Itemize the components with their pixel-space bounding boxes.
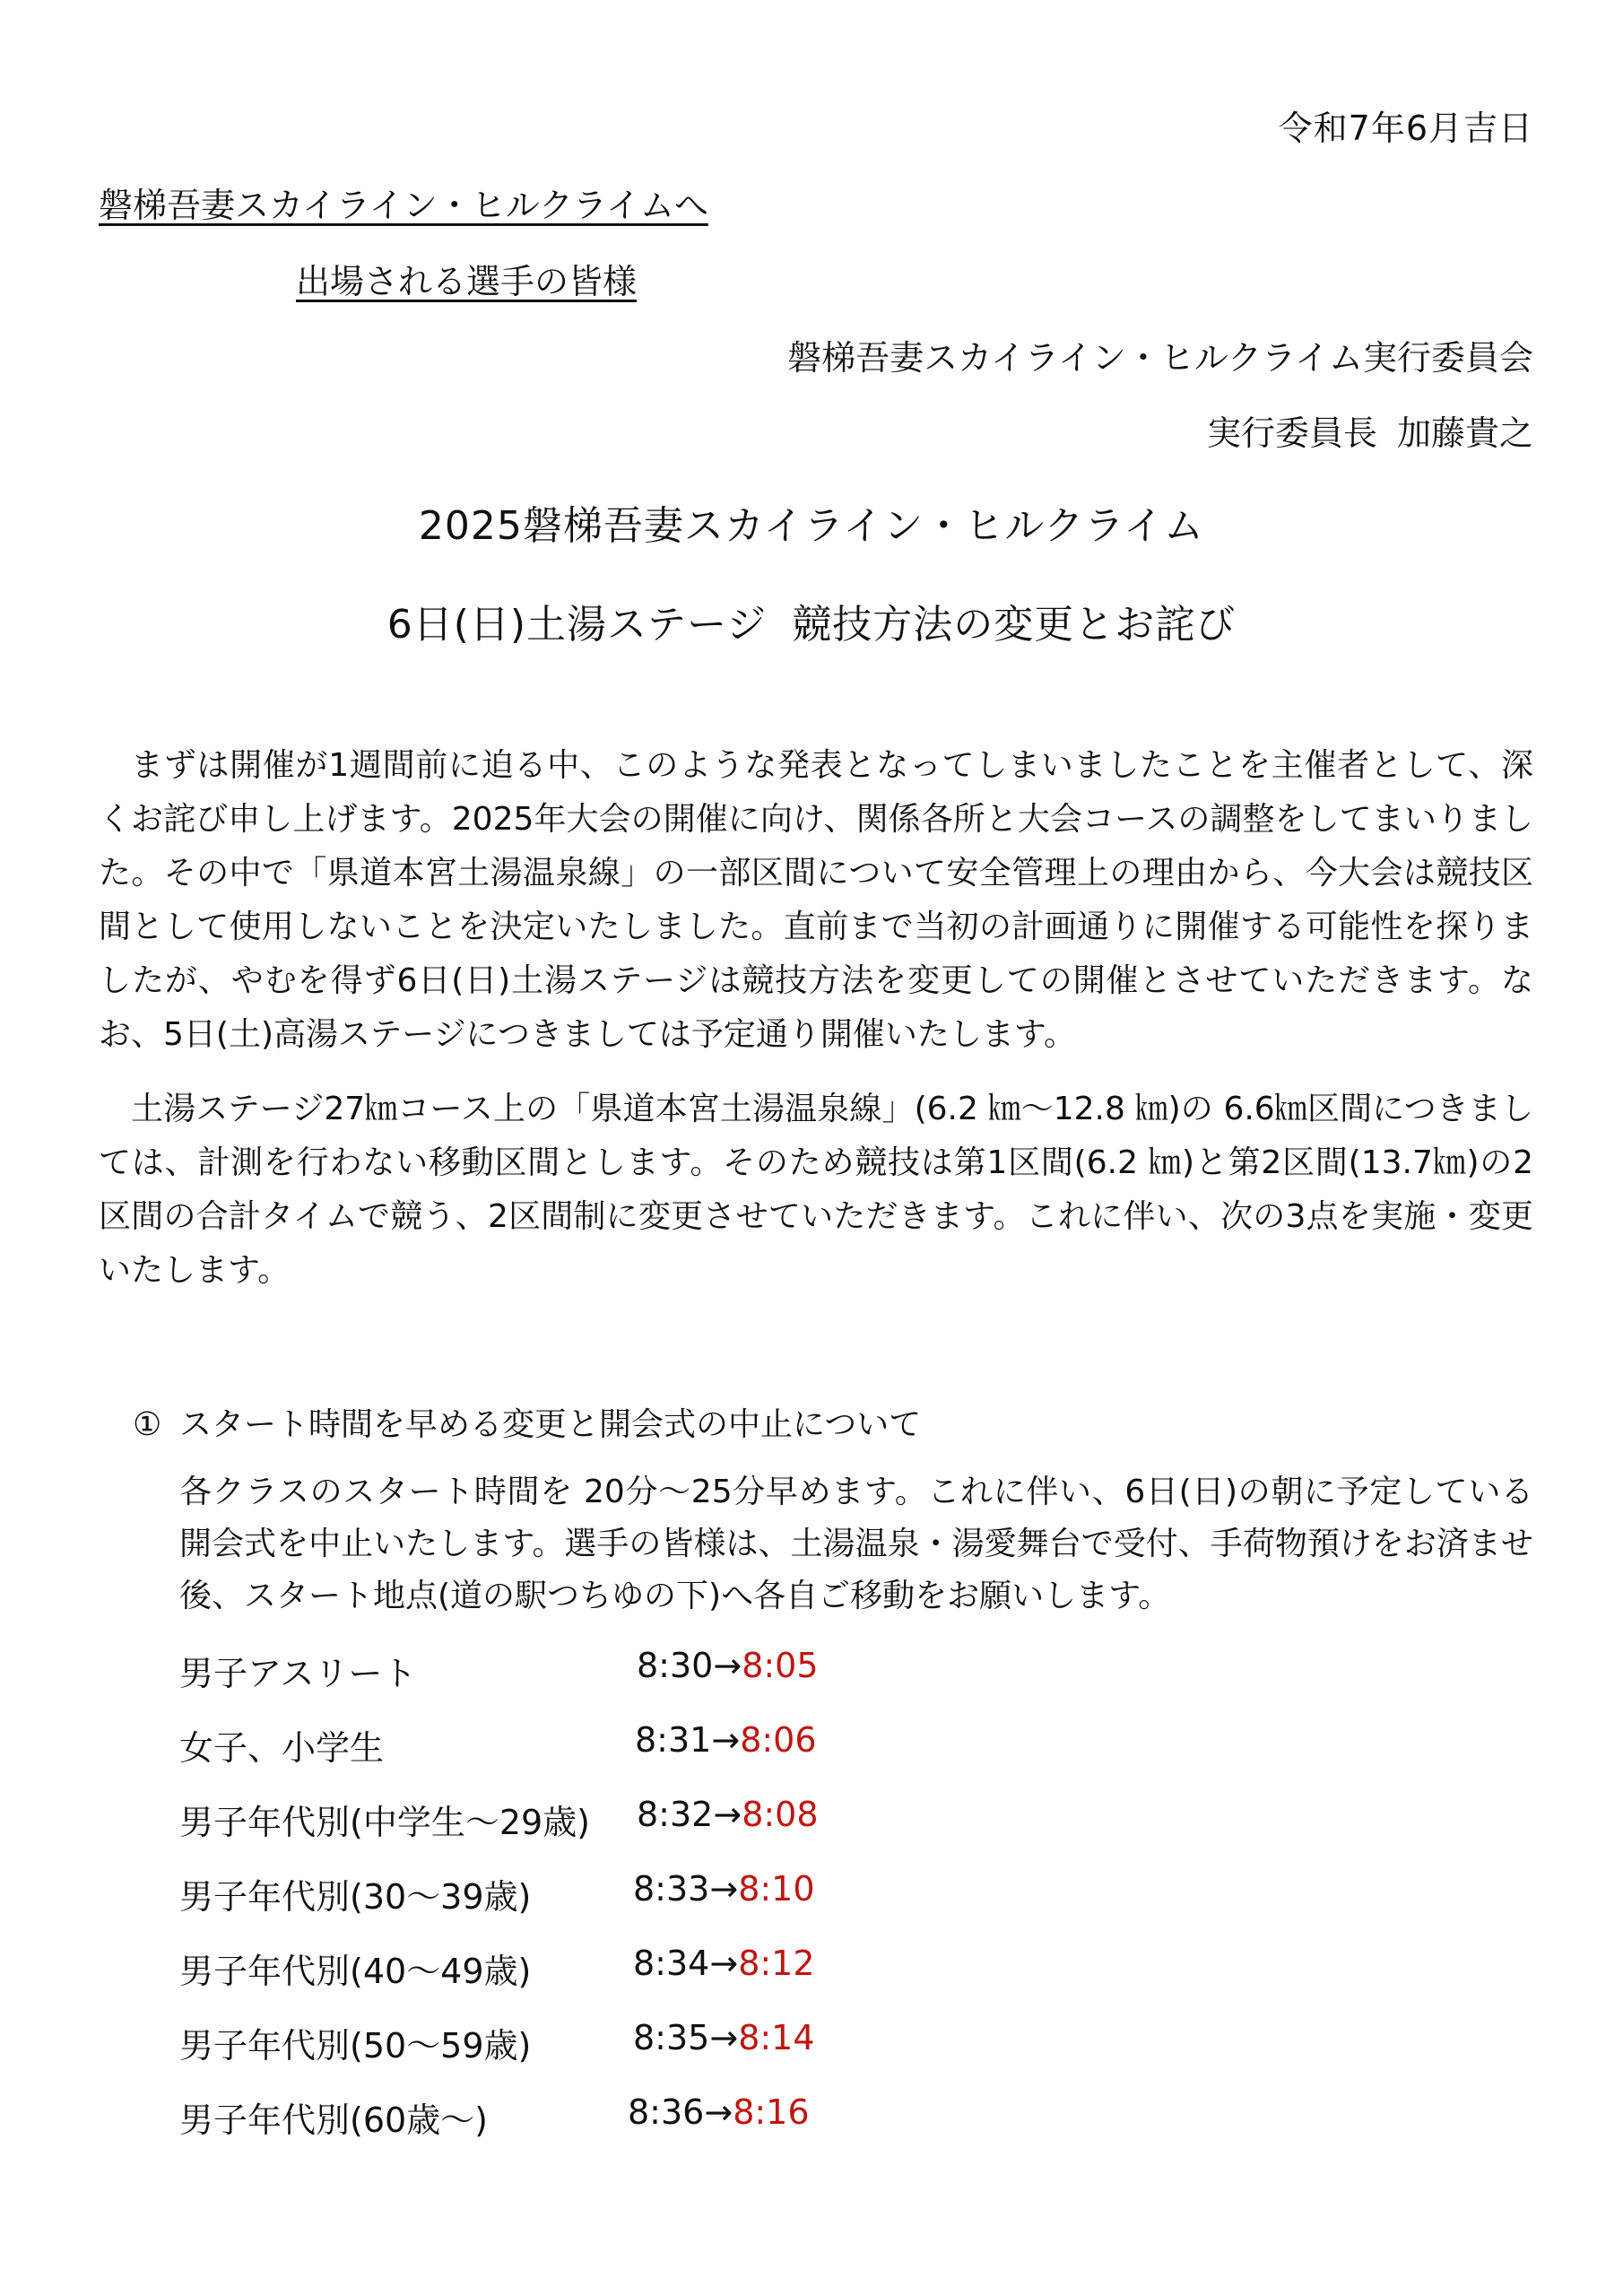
new-time: 8:12	[738, 1944, 815, 1983]
arrow: →	[713, 1646, 742, 1685]
arrow: →	[709, 1944, 739, 1983]
old-time: 8:32	[637, 1795, 714, 1834]
sender-title: 実行委員長	[1206, 413, 1377, 453]
sender-organization: 磐梯吾妻スカイライン・ヒルクライム実行委員会	[787, 338, 1533, 378]
new-time: 8:16	[733, 2092, 810, 2132]
schedule-time	[637, 1795, 819, 1834]
old-time: 8:30	[637, 1646, 714, 1685]
apology-paragraph: まずは開催が1週間前に迫る中、このような発表となってしまいましたことを主催者として、深くお詫び申し上げます。2025年大会の開催に向け、関係各所と大会コースの調整をしてまいりました。その中で「県道本宮土湯温泉線」の一部区間について安全管理上の理由から、今大会は競技区間として使用しないことを決定いたしました。直前まで当初の計画通りに開催する可能性を探りましたが、やむを得ず6日(日)土湯ステージは競技方法を変更しての開催とさせていただきます。なお、5日(土)高湯ステージにつきましては予定通り開催いたします。	[99, 747, 1533, 1053]
schedule-class: 男子年代別(50～59歳)	[179, 2026, 532, 2066]
schedule-class: 男子年代別(30～39歳)	[179, 1877, 532, 1917]
schedule-time	[633, 1944, 815, 1983]
schedule-class: 男子年代別(40～49歳)	[179, 1952, 532, 1991]
course-change-paragraph: 土湯ステージ27㎞コース上の「県道本宮土湯温泉線」(6.2 ㎞～12.8 ㎞)の 6.6㎞区間につきましては、計測を行わない移動区間とします。そのため競技は第1区間(6.2 ㎞)と第2区間(13.7㎞)の2区間の合計タイムで競う、2区間制に変更させていただきます。これに伴い、次の3点を実施・変更いたします。	[99, 1091, 1533, 1289]
title-stage: 6日(日)土湯ステージ	[386, 602, 768, 648]
old-time: 8:35	[633, 2018, 710, 2057]
arrow: →	[704, 2092, 733, 2132]
schedule-class: 男子年代別(中学生～29歳)	[179, 1803, 591, 1842]
sender-person	[1207, 405, 1533, 455]
arrow: →	[711, 1720, 741, 1760]
old-time: 8:31	[635, 1720, 712, 1760]
schedule-time	[633, 1869, 815, 1909]
old-time: 8:36	[628, 2092, 705, 2132]
new-time: 8:14	[738, 2018, 815, 2057]
new-time: 8:10	[738, 1869, 815, 1909]
arrow: →	[713, 1795, 742, 1834]
schedule-class: 女子、小学生	[179, 1728, 385, 1768]
new-time: 8:06	[740, 1720, 817, 1760]
section-1-text: 各クラスのスタート時間を 20分～25分早めます。これに伴い、6日(日)の朝に予定している開会式を中止いたします。選手の皆様は、土湯温泉・湯愛舞台で受付、手荷物預けをお済ませ後、スタート地点(道の駅つちゆの下)へ各自ご移動をお願いします。	[179, 1474, 1533, 1614]
sender-name: 加藤貴之	[1396, 413, 1533, 453]
section-1-heading	[133, 1399, 921, 1445]
old-time: 8:34	[633, 1944, 710, 1983]
new-time: 8:08	[742, 1795, 819, 1834]
document-title-line-1: 2025磐梯吾妻スカイライン・ヒルクライム	[418, 503, 1205, 549]
schedule-time	[633, 2018, 815, 2057]
schedule-class: 男子アスリート	[179, 1654, 417, 1693]
schedule-class: 男子年代別(60歳～)	[179, 2100, 489, 2140]
title-subject: 競技方法の変更とお詫び	[792, 602, 1237, 648]
schedule-time	[628, 2092, 810, 2132]
issue-date: 令和7年6月吉日	[1278, 109, 1533, 148]
schedule-time	[635, 1720, 817, 1760]
new-time: 8:05	[742, 1646, 819, 1685]
addressee-line-2: 出場される選手の皆様	[296, 262, 638, 301]
arrow: →	[709, 1869, 739, 1909]
arrow: →	[709, 2018, 739, 2057]
addressee-line-1: 磐梯吾妻スカイライン・ヒルクライムへ	[99, 186, 708, 225]
old-time: 8:33	[633, 1869, 710, 1909]
schedule-time	[637, 1646, 819, 1685]
document-title-line-2	[0, 592, 1623, 649]
section-1-number: ①	[133, 1406, 162, 1443]
section-1-title: スタート時間を早める変更と開会式の中止について	[179, 1406, 922, 1443]
